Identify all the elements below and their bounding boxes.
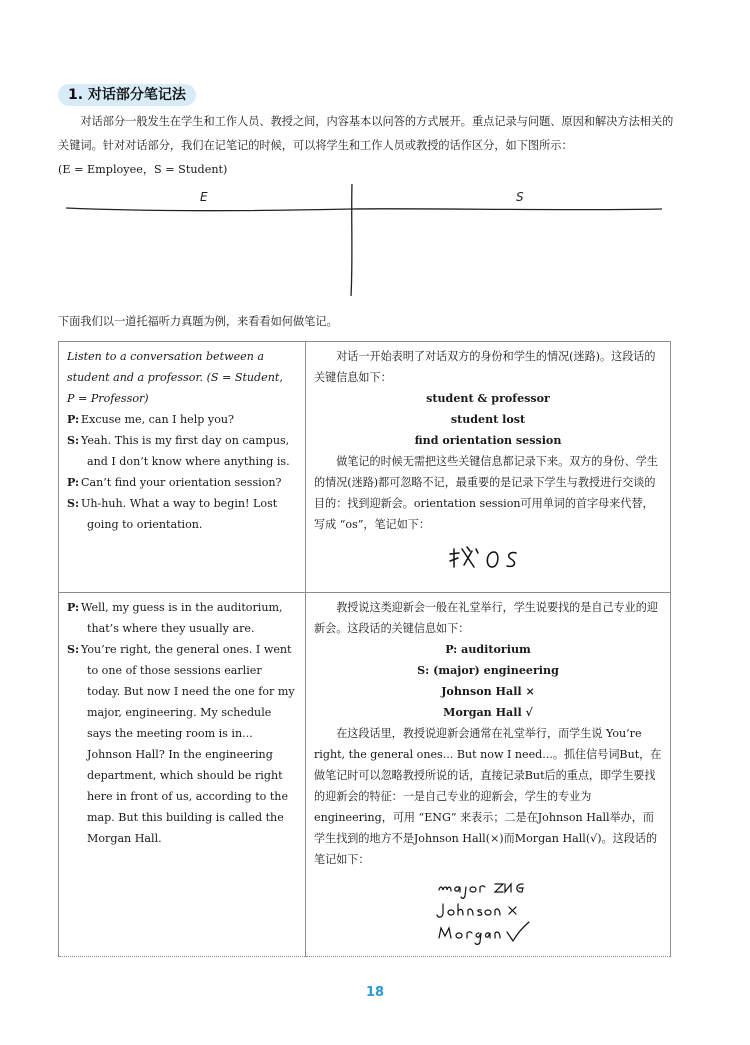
key-info: Morgan Hall √ bbox=[443, 706, 533, 719]
transcript-cell bbox=[59, 342, 306, 593]
speaker-label: P: bbox=[67, 601, 80, 614]
turn-text: Excuse me, can I help you? bbox=[81, 413, 234, 426]
intro-paragraph bbox=[58, 110, 684, 182]
t-chart-left-label: E bbox=[200, 190, 208, 204]
t-chart-diagram bbox=[60, 178, 670, 298]
analysis-text: 做笔记的时候无需把这些关键信息都记录下来。双方的身份、学生的情况(迷路)都可忽略不记，最重要的是记录下学生与教授进行交谈的目的：找到迎新会。orientation session可用单词的首字母来代替，写成 “os”，笔记如下： bbox=[314, 455, 658, 531]
t-chart-lines bbox=[60, 178, 670, 298]
notes-table bbox=[58, 341, 671, 957]
intro-abbreviation: (E = Employee，S = Student) bbox=[58, 163, 228, 176]
analysis-text: 对话一开始表明了对话双方的身份和学生的情况(迷路)。这段话的关键信息如下： bbox=[314, 350, 656, 384]
speaker-label: S: bbox=[67, 497, 80, 510]
turn-text: Can’t find your orientation session? bbox=[81, 476, 282, 489]
page-number: 18 bbox=[365, 985, 385, 1000]
key-info: student lost bbox=[450, 413, 526, 426]
key-info: S: (major) engineering bbox=[417, 664, 559, 677]
transcript-turn bbox=[67, 430, 297, 472]
transcript-intro-line: student and a professor. (S = Student, bbox=[67, 371, 283, 384]
handwritten-note-major-eng bbox=[433, 878, 543, 948]
transcript-cell bbox=[59, 593, 306, 957]
turn-text: Yeah. This is my first day on campus, and I don’t know where anything is. bbox=[81, 434, 290, 468]
key-info: student & professor bbox=[426, 392, 550, 405]
analysis-text: 教授说这类迎新会一般在礼堂举行，学生说要找的是自己专业的迎新会。这段话的关键信息如下： bbox=[314, 601, 658, 635]
lead-sentence: 下面我们以一道托福听力真题为例，来看看如何做笔记。 bbox=[58, 315, 338, 328]
transcript-intro-line: Listen to a conversation between a bbox=[67, 350, 264, 363]
analysis-cell bbox=[306, 593, 671, 957]
turn-text: You’re right, the general ones. I went to one of those sessions earlier today. But now I need the one for my major, engineering. My schedule says the meeting room is in... Johnson Hall? In the engineering department, which should be right here in front of us, according to the map. But this building is called the Morgan Hall. bbox=[81, 643, 295, 845]
speaker-label: S: bbox=[67, 643, 80, 656]
key-info: P: auditorium bbox=[445, 643, 531, 656]
speaker-label: S: bbox=[67, 434, 80, 447]
analysis-cell bbox=[306, 342, 671, 593]
turn-text: Uh-huh. What a way to begin! Lost going to orientation. bbox=[81, 497, 278, 531]
transcript-intro-line: P = Professor) bbox=[67, 392, 149, 405]
speaker-label: P: bbox=[67, 413, 80, 426]
analysis-text: 在这段话里，教授说迎新会通常在礼堂举行，而学生说 You’re right, the general ones... But now I need...。抓住信号词But，在做笔记时可以忽略教授所说的话，直接记录But后的重点，即学生要找的迎新会的特征：一是自己专业的迎新会，学生的专业为engineering，可用 “ENG” 来表示；二是在Johnson Hall举办，而学生找到的地方不是Johnson Hall(×)而Morgan Hall(√)。这段话的笔记如下： bbox=[314, 727, 662, 866]
section-heading: 1. 对话部分笔记法 bbox=[58, 84, 196, 106]
handwritten-note-find-os bbox=[448, 543, 528, 571]
transcript-turn bbox=[67, 597, 297, 639]
table-row bbox=[59, 342, 671, 593]
key-info: Johnson Hall × bbox=[441, 685, 535, 698]
key-info: find orientation session bbox=[414, 434, 562, 447]
transcript-turn bbox=[67, 639, 297, 849]
transcript-turn bbox=[67, 493, 297, 535]
speaker-label: P: bbox=[67, 476, 80, 489]
t-chart-right-label: S bbox=[516, 190, 524, 204]
intro-text: 对话部分一般发生在学生和工作人员、教授之间，内容基本以问答的方式展开。重点记录与问题、原因和解决方法相关的关键词。针对对话部分，我们在记笔记的时候，可以将学生和工作人员或教授的话作区分，如下图所示： bbox=[58, 115, 674, 152]
transcript-turn bbox=[67, 472, 297, 493]
turn-text: Well, my guess is in the auditorium, that’s where they usually are. bbox=[81, 601, 283, 635]
transcript-turn bbox=[67, 409, 297, 430]
table-row bbox=[59, 593, 671, 957]
